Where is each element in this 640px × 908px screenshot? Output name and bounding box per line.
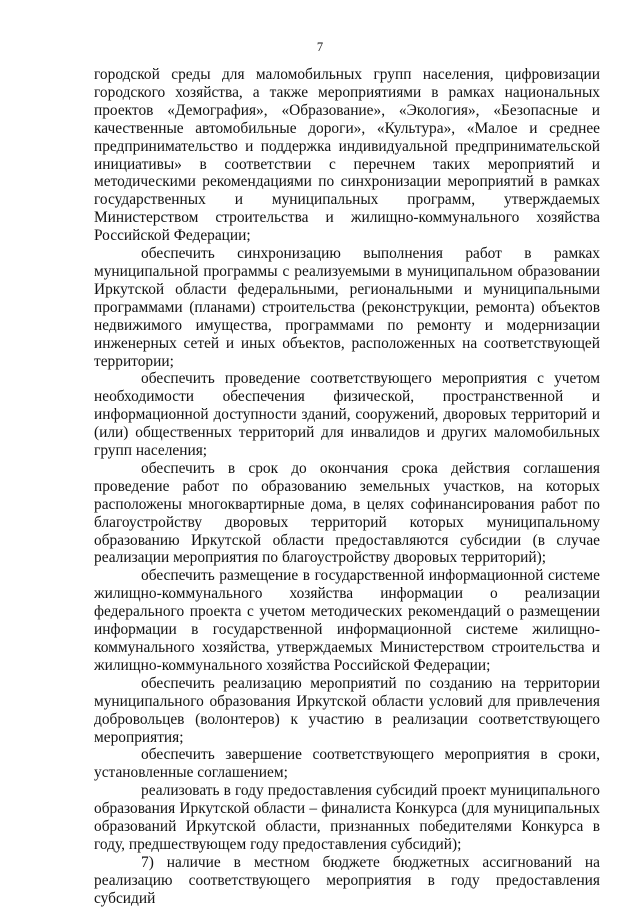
page-number: 7: [316, 40, 324, 54]
body-text: [94, 66, 600, 908]
paragraph-item-7: 7) наличие в местном бюджете бюджетных ассигнований на реализацию соответствующего мероприятия в году предоставления субсидий: [94, 853, 600, 907]
paragraph-continuation: городской среды для маломобильных групп населения, цифровизации городского хозяйства, а также мероприятиями в рамках национальных проектов «Демография», «Образование», «Экология», «Безопасные и качественные автомобильные дороги», «Культура», «Малое и среднее предпринимательство и поддержка индивидуальной предпринимательской инициативы» в соответствии с перечнем таких мероприятий и методическими рекомендациями по синхронизации мероприятий в рамках государственных и муниципальных программ, утверждаемых Министерством строительства и жилищно-коммунального хозяйства Российской Федерации;: [94, 66, 600, 245]
paragraph-finalist-project: реализовать в году предоставления субсидий проект муниципального образования Иркутской области – финалиста Конкурса (для муниципальных образований Иркутской области, признанных победителями Конкурса в году, предшествующем году предоставления субсидий);: [94, 782, 600, 853]
paragraph-land-plots: обеспечить в срок до окончания срока действия соглашения проведение работ по образованию земельных участков, на которых расположены многоквартирные дома, в целях софинансирования работ по благоустройству дворовых территорий которых муниципальному образованию Иркутской области предоставляются субсидии (в случае реализации мероприятия по благоустройству дворовых территорий);: [94, 459, 600, 567]
paragraph-volunteers: обеспечить реализацию мероприятий по созданию на территории муниципального образования Иркутской области условий для привлечения добровольцев (волонтеров) к участию в реализации соответствующего мероприятия;: [94, 674, 600, 746]
paragraph-synchronization: обеспечить синхронизацию выполнения работ в рамках муниципальной программы с реализуемыми в муниципальном образовании Иркутской области федеральными, региональными и муниципальными программами (планами) строительства (реконструкции, ремонта) объектов недвижимого имущества, программами по ремонту и модернизации инженерных сетей и иных объектов, расположенных на соответствующей территории;: [94, 245, 600, 370]
paragraph-gis-housing: обеспечить размещение в государственной информационной системе жилищно-коммунального хозяйства информации о реализации федерального проекта с учетом методических рекомендаций о размещении информации в государственной информационной системе жилищно-коммунального хозяйства, утверждаемых Министерством строительства и жилищно-коммунального хозяйства Российской Федерации;: [94, 567, 600, 674]
paragraph-accessibility: обеспечить проведение соответствующего мероприятия с учетом необходимости обеспечения физической, пространственной и информационной доступности зданий, сооружений, дворовых территорий и (или) общественных территорий для инвалидов и других маломобильных групп населения;: [94, 370, 600, 460]
paragraph-completion: обеспечить завершение соответствующего мероприятия в сроки, установленные соглашением;: [94, 746, 600, 782]
